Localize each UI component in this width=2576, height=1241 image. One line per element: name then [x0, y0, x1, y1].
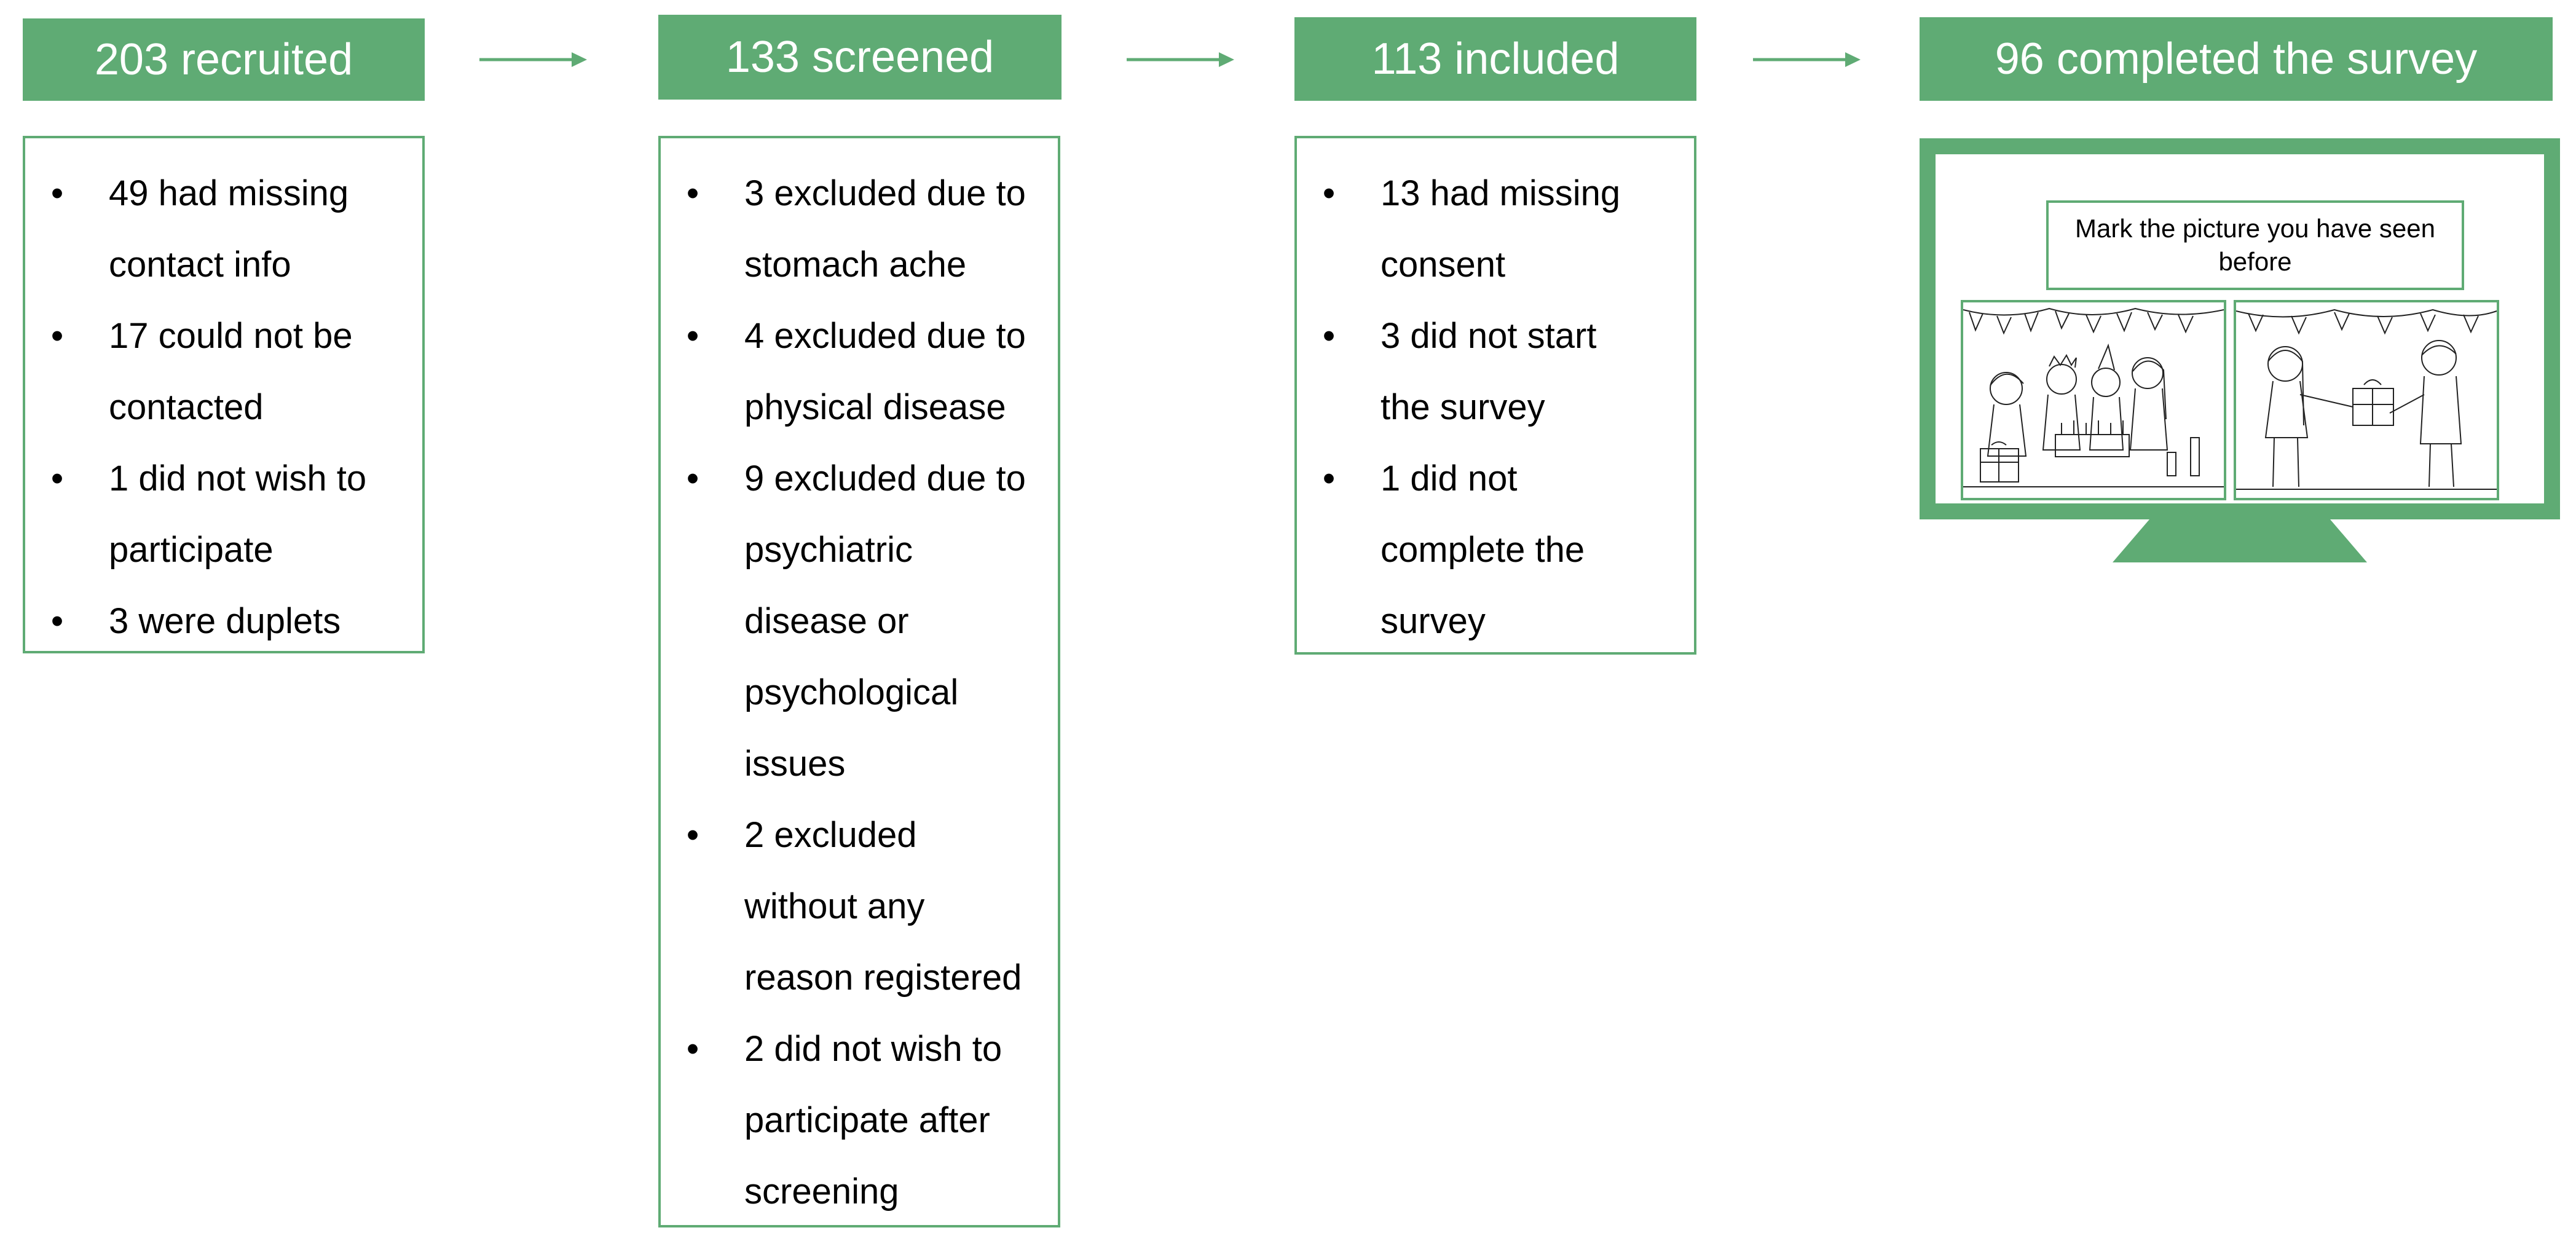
bullet: • [686, 316, 699, 356]
list-item-line: participate [109, 530, 274, 570]
list-item [45, 158, 410, 301]
list-item [680, 158, 1046, 301]
list-item-line: 4 excluded due to [744, 316, 1026, 356]
bullet: • [1322, 459, 1336, 498]
list-item-line: physical disease [744, 387, 1006, 427]
list-item [680, 800, 1046, 1014]
list-item [680, 301, 1046, 443]
list-item-line: issues [744, 744, 846, 784]
bullet: • [50, 601, 64, 641]
bullet: • [50, 173, 64, 213]
bullet: • [1322, 173, 1336, 213]
list-item [45, 586, 410, 657]
stage-1-header [23, 18, 425, 101]
stage-1-exclusions-box [23, 136, 425, 653]
gift-giving-picture [2234, 300, 2499, 500]
bullet: • [686, 815, 699, 855]
list-item-line: 2 excluded [744, 815, 917, 855]
list-item-line: reason registered [744, 958, 1022, 998]
stage-2-exclusions-box [658, 136, 1060, 1227]
list-item-line: contact info [109, 245, 291, 285]
birthday-party-picture [1961, 300, 2226, 500]
stage-4-header-text: 96 completed the survey [1995, 34, 2478, 84]
list-item-line: without any [744, 886, 925, 926]
list-item [680, 1014, 1046, 1227]
list-item-line: psychological [744, 672, 959, 712]
list-item-line: 9 excluded due to [744, 459, 1026, 498]
list-item [1317, 443, 1682, 657]
list-item [45, 301, 410, 443]
list-item-line: 49 had missing [109, 173, 349, 213]
list-item-line: 3 excluded due to [744, 173, 1026, 213]
monitor-stand [2113, 519, 2367, 562]
list-item [1317, 301, 1682, 443]
list-item-line: contacted [109, 387, 264, 427]
list-item-line: 17 could not be [109, 316, 353, 356]
list-item-line: survey [1381, 601, 1486, 641]
list-item-line: disease or [744, 601, 909, 641]
stage-3-header [1294, 17, 1696, 101]
stage-2-header [658, 15, 1062, 100]
list-item-line: screening [744, 1172, 899, 1211]
list-item-line: 1 did not [1381, 459, 1518, 498]
bullet: • [686, 173, 699, 213]
list-item [45, 443, 410, 586]
bullet: • [50, 459, 64, 498]
list-item-line: the survey [1381, 387, 1545, 427]
list-item [680, 443, 1046, 800]
stage-3-header-text: 113 included [1371, 34, 1620, 84]
list-item-line: consent [1381, 245, 1506, 285]
list-item-line: psychiatric [744, 530, 913, 570]
list-item-line: 1 did not wish to [109, 459, 367, 498]
arrow-right-icon [1127, 49, 1234, 70]
bullet: • [50, 316, 64, 356]
monitor-icon [1920, 138, 2560, 562]
survey-prompt-text: Mark the picture you have seen before [2075, 214, 2435, 276]
list-item [1317, 158, 1682, 301]
list-item-line: stomach ache [744, 245, 967, 285]
list-item-line: 3 did not start [1381, 316, 1597, 356]
arrow-right-icon [1753, 49, 1861, 70]
list-item-line: 3 were duplets [109, 601, 341, 641]
list-item-line: 13 had missing [1381, 173, 1621, 213]
survey-prompt-box [2046, 200, 2464, 290]
list-item-line: complete the [1381, 530, 1585, 570]
list-item-line: participate after [744, 1100, 990, 1140]
bullet: • [686, 459, 699, 498]
bullet: • [1322, 316, 1336, 356]
stage-2-header-text: 133 screened [725, 33, 995, 82]
stage-1-header-text: 203 recruited [94, 35, 353, 84]
monitor-screen [1920, 138, 2560, 519]
stage-3-exclusions-box [1294, 136, 1696, 655]
stage-4-header [1920, 17, 2553, 101]
arrow-right-icon [479, 49, 587, 70]
bullet: • [686, 1029, 699, 1069]
list-item-line: 2 did not wish to [744, 1029, 1002, 1069]
